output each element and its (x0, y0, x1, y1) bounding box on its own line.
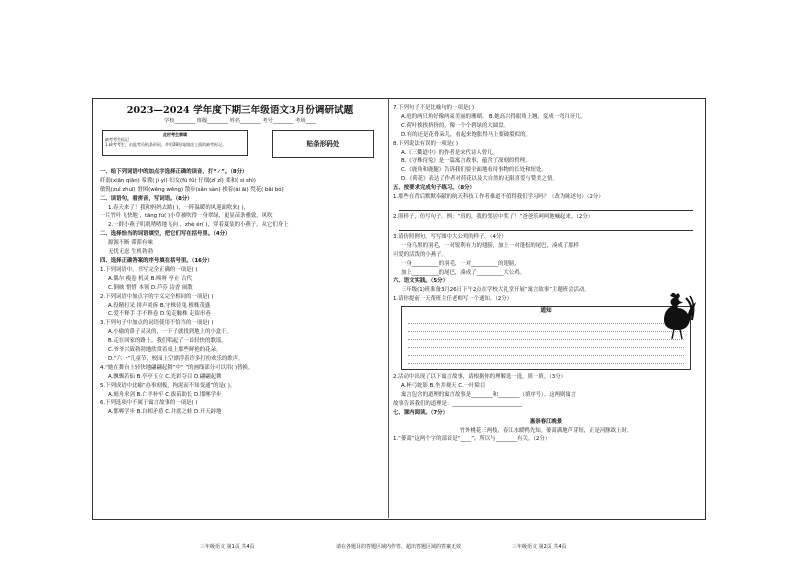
q2-heading: 二、读语句，看拼音，写词语。（8分） (100, 195, 193, 202)
q5-2-stem: 2.照样子，仿写句子。例：“真的，我的邻居中奖了！”爸爸乐呵呵地喊起来。（2分） (393, 213, 594, 220)
q4-5-options: A.刻舟求剑 B.亡羊补牢 C.拔苗助长 D.邯郸学步 (108, 391, 222, 398)
footer-right-page: 三年级语文 第2页 共4页 (512, 544, 567, 550)
q4-8-option-b: B.《守株待兔》是一篇寓言故事，蕴含了深刻的哲理。 (401, 158, 531, 165)
q4-2-options-ab: A.役精打采 拼声炎拆 B.守株待兔 植株茂盛 (108, 302, 211, 309)
footer-notice: 请在各题目的答题区域内作答，超出答题区域的答案无效 (336, 544, 462, 550)
q4-8-option-d: D.《荷花》表达了作者对荷花以及大自然的无限喜爱与赞美之情。 (401, 176, 558, 183)
q4-3-option-d: D.“六一”儿童节，校园上空漂浮着许多打扮欢乐的歌声。 (108, 355, 244, 362)
q1-heading: 一、给下列词语中的加点字选择正确的读音，打“✓”。（8分） (100, 168, 248, 175)
q4-3-option-b: B.走在回家的路上，我们唱起了一首轻快的歌谣。 (108, 338, 227, 345)
q2-line-2: 一片竹叶飞快地 ，tāng fù( )小草被吹得一身翠绿，更显苗条雅致，风吹 (100, 213, 273, 220)
notice-writing-title: 通知 (540, 308, 552, 315)
q6-2-options: A.杯弓蛇影 B.坐井观天 C.一叶障目 (401, 383, 486, 390)
q3-row-1: 源源不断 滞滞有味 (108, 240, 153, 247)
exam-title: 2023—2024 学年度下期三年级语文3月份调研试题 (126, 105, 354, 116)
student-info-line: 学校________ 班级________ 姓名________ 考号________ 考场____ (164, 118, 316, 124)
header-boxes (100, 126, 380, 168)
footer-left-page: 三年级语文 第1页 共4页 (200, 544, 255, 550)
rooster-illustration (650, 288, 698, 340)
q1-row-1: 纤弱(xiān qiān) 希冀( jì yì) 妇女(fù fǔ) 仔细(zǐ zǐ) 柔和( sì shì) (100, 177, 256, 184)
q4-3-option-c: C.爷爷兴致勃勃地欣赏着桌上那些鲜艳的花朵。 (108, 347, 222, 354)
q5-3-example-2: 可爱的活泼的小燕子。 (393, 251, 447, 258)
q6-2-fill-2[interactable]: 故事告诉我们的道理是：__________________________ (393, 400, 523, 407)
right-page (393, 104, 699, 444)
q5-1-stem: 1.那些在背后默默奉献的航天科技工作者难道不值得我们学习吗？（改为陈述句）（2分） (393, 194, 604, 201)
q4-5-stem: 5.下列成语中比喻“办事刻板，拘泥而不知变通”的是( )。 (100, 382, 236, 389)
q4-6-stem: 6.下列选项中不属于寓言故事的一项是( ) (100, 400, 198, 407)
q4-6-options: A.邯郸学步 B.自相矛盾 C.井底之蛙 D.开天辟地 (108, 409, 222, 416)
poem-title: 惠崇春江晚景 (529, 418, 563, 425)
q4-1-options-ab: A.偶尔 瘦卷 机灵 B.唤呀 亭止 古代 (108, 275, 192, 282)
q4-8-stem: 8.下列说法有误的一项是( ) (393, 140, 458, 147)
barcode-area: 贴条形码处 (272, 130, 374, 158)
notice-writing-box[interactable] (401, 306, 691, 370)
q5-3-stem: 3.请仿照例句，写写图中大公鸡的样子。（4分） (393, 233, 507, 240)
q3-row-2: 无忧无虑 生机勃勃 (108, 249, 153, 256)
q4-8-option-c: C.《鹿角和鹿腿》告诉我们要全面地看待事物的长处和短处。 (401, 167, 547, 174)
q5-1-answer-line[interactable] (399, 202, 693, 211)
q4-4-options: A.飘飘若仙 B.亭亭玉立 C.光彩夺目 D.翩翩起舞 (108, 373, 222, 380)
q5-3-blank-1[interactable]: 一身__________的羽毛，一对__________的翅膀， (401, 260, 520, 267)
notice-box (102, 130, 248, 156)
q1-row-2: 敏锐(zuì zhuī) 窘困(wēng wěng) 散步(sǎn sàn) 挨着(ái āi) 梵花( bǎi bó) (100, 186, 284, 193)
q5-2-answer-line[interactable] (399, 222, 693, 231)
q4-heading: 四、选择正确答案的序号填在括号里。（16分） (100, 257, 213, 264)
q6-heading: 六、语文实践。（5分） (393, 278, 448, 285)
left-page (100, 104, 380, 417)
notice-title: 此栏考生禁填 (163, 131, 187, 137)
q6-2-stem: 2.活动中出现了以下寓言故事，请根据你的理解选一选，填一填。（3分） (393, 374, 566, 381)
q3-heading: 二、选择恰当的词语填空，把它们写在括号里。（4分） (100, 231, 231, 238)
q6-2-fill-1[interactable]: 寓言包含的道理的寓言故事是________和________（填序号）。这两则寓言 (401, 391, 577, 398)
q2-line-3: 2.一群小燕子叽叽喳喳地飞向 ，zhè ér( )，穿着夏装的小燕子，从它们身上 (108, 222, 289, 229)
q4-7-option-c: C.荷叶挨挨挤挤的，像一个个碧绿的大圆盘。 (401, 122, 509, 129)
notice-label: 缺考考生标记 (105, 137, 129, 143)
q6-1-stem: 1.请你提前一天帮班主任老师写一个通知。（2分） (393, 296, 513, 303)
q7-1-stem: 1.“蒌蒿”这两个字的部首是“____”，所以与________有关。（2分） (393, 436, 551, 443)
q5-3-example-1: 一身乌黑的羽毛，一对锐利有力的翅膀，加上一对蓬松的尾巴，凑成了那样 (401, 242, 579, 249)
q4-8-option-a: A.《三衢道中》的作者是宋代诗人曾几。 (401, 149, 498, 156)
q5-3-blank-2[interactable]: 加上__________的尾巴，凑成了__________大公鸡。 (401, 269, 525, 276)
q4-7-option-d: D.有的还是花骨朵儿，看起来饱胀得马上要破裂似的。 (401, 131, 531, 138)
poem-text: 竹外桃花三两枝，春江水暖鸭先知。蒌蒿满地芦芽短，正是河豚欲上时。 (459, 427, 633, 434)
q4-1-stem: 1.下列词语中，书写完全正确的一项是( ) (100, 266, 198, 273)
q4-3-stem: 3.下列句子中加点的词语使用不恰当的一项是( ) (100, 320, 214, 327)
q5-heading: 五、按要求完成句子练习。（8分） (393, 185, 475, 192)
q4-1-options-cd: C.倒映 惜惜 本领 D.芦芬 诗香 闹散 (108, 284, 193, 291)
q4-7-stem: 7.下列句子不是比喻句的一项是( ) (393, 105, 475, 111)
q4-2-stem: 2.下列词语中加点字的字义完全相同的一项是( ) (100, 293, 214, 300)
q4-4-stem: 4.“她在舞台上轻快地翩翩起舞”中“ ”的画线部分可以用( )替换。 (100, 364, 254, 371)
q4-3-option-a: A.小偷的鼻子灵灵的，一下子就找到地上的小盒干。 (108, 329, 232, 336)
q7-heading: 七、课内阅读。（7分） (393, 409, 448, 416)
page-divider (388, 98, 389, 518)
notice-body: 1.缺考考生，由监考员贴条形码，并用2B铅笔填涂上面的缺考标记。 (105, 142, 227, 148)
q4-7-options-ab: A.庭的两只角好像两束美丽的珊瑚。 B.她高兴得眼角上翘，变成一弯月牙儿。 (401, 113, 586, 120)
q4-2-options-cd: C.爱不释手 手不释卷 D.兔走触株 走街串巷 (108, 311, 211, 318)
q2-line-1: 1.春天来了！我和妈妈去踏( )，一阵温暖的风迎面吹来( )， (108, 204, 249, 211)
q6-intro: 三年级(1)班准备3月26日下午2点在学校大礼堂开展“寓言故事”主题班会活动。 (401, 287, 590, 294)
